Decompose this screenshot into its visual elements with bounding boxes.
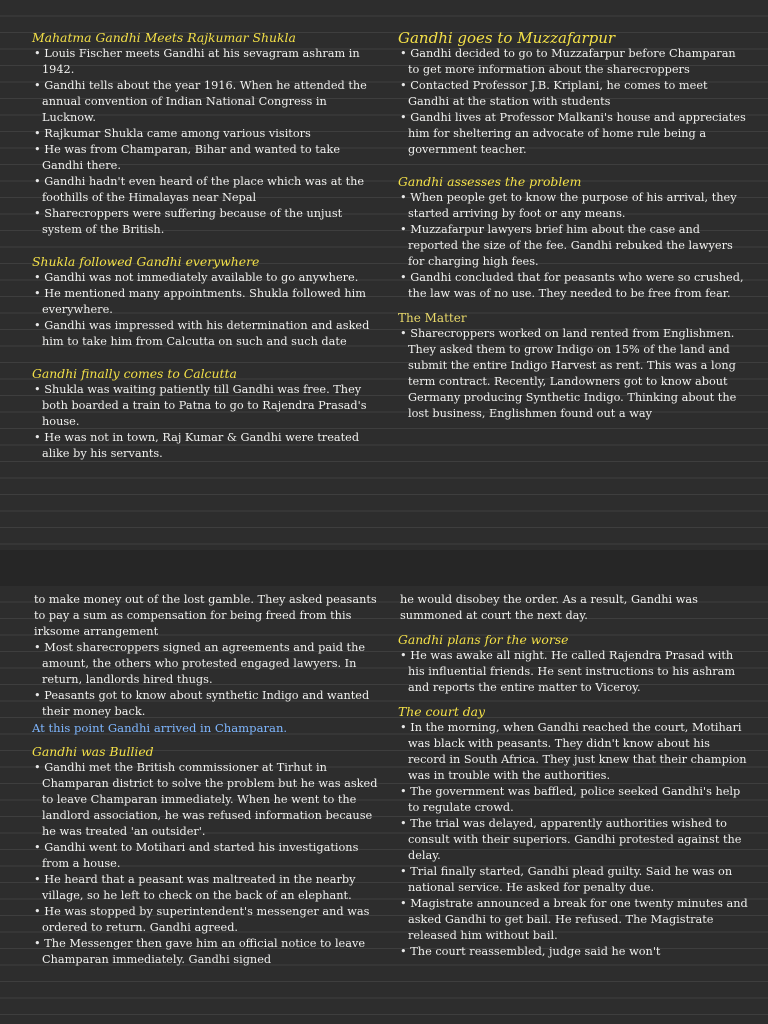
list-item: • Peasants got to know about synthetic Indigo and wanted their money back. — [32, 688, 384, 720]
list-item: • Gandhi was not immediately available to go anywhere. — [32, 270, 384, 286]
list-item: • The Messenger then gave him an official notice to leave Champaran immediately. Gandhi signed — [32, 936, 384, 968]
list-item: • Magistrate announced a break for one twenty minutes and asked Gandhi to get bail. He refused. The Magistrate released him without bail. — [398, 896, 748, 944]
bullet-list — [398, 592, 748, 624]
list-item: • He was stopped by superintendent's messenger and was ordered to return. Gandhi agreed. — [32, 904, 384, 936]
list-item: • The trial was delayed, apparently authorities wished to consult with their superiors. Gandhi protested against the delay. — [398, 816, 748, 864]
list-item: • Shukla was waiting patiently till Gandhi was free. They both boarded a train to Patna to go to Rajendra Prasad's house. — [32, 382, 384, 430]
section-heading: The court day — [398, 704, 486, 719]
list-item: • He was from Champaran, Bihar and wanted to take Gandhi there. — [32, 142, 384, 174]
section-heading: Gandhi finally comes to Calcutta — [32, 366, 237, 381]
bullet-list — [398, 720, 748, 960]
section-heading: The Matter — [398, 311, 467, 325]
page-gap — [0, 550, 768, 586]
list-item: • Gandhi tells about the year 1916. When he attended the annual convention of Indian National Congress in Lucknow. — [32, 78, 384, 126]
list-item: • In the morning, when Gandhi reached the court, Motihari was black with peasants. They didn't know about his record in South Africa. They just knew that their champion was in trouble with the authorities. — [398, 720, 748, 784]
list-item: • The government was baffled, police seeked Gandhi's help to regulate crowd. — [398, 784, 748, 816]
section-heading: Gandhi assesses the problem — [398, 174, 582, 189]
list-item: • The court reassembled, judge said he won't — [398, 944, 748, 960]
list-item: he would disobey the order. As a result, Gandhi was summoned at court the next day. — [400, 593, 698, 622]
list-item: • Gandhi was impressed with his determination and asked him to take him from Calcutta on such and such date — [32, 318, 384, 350]
list-item: • Muzzafarpur lawyers brief him about the case and reported the size of the fee. Gandhi rebuked the lawyers for charging high fees. — [398, 222, 748, 270]
list-item: • He mentioned many appointments. Shukla followed him everywhere. — [32, 286, 384, 318]
list-item: • Gandhi concluded that for peasants who were so crushed, the law was of no use. They needed to be free from fear. — [398, 270, 748, 302]
bullet-list — [398, 326, 748, 422]
bullet-list — [398, 46, 748, 158]
bullet-list — [32, 760, 384, 968]
list-item: • Contacted Professor J.B. Kriplani, he comes to meet Gandhi at the station with students — [398, 78, 748, 110]
list-item: • When people get to know the purpose of his arrival, they started arriving by foot or any means. — [398, 190, 748, 222]
section-heading: Gandhi plans for the worse — [398, 632, 569, 647]
bullet-list — [398, 648, 748, 696]
section-heading: Gandhi goes to Muzzafarpur — [398, 29, 616, 47]
list-item: • Gandhi went to Motihari and started his investigations from a house. — [32, 840, 384, 872]
bullet-list — [32, 592, 384, 720]
list-item: • Sharecroppers worked on land rented from Englishmen. They asked them to grow Indigo on 15% of the land and submit the entire Indigo Harvest as rent. This was a long term contract. Recently, Landowners got to know about Germany producing Synthetic Indigo. Thinking about the lost business, Englishmen found out a way — [398, 326, 748, 422]
list-item: • He was not in town, Raj Kumar & Gandhi were treated alike by his servants. — [32, 430, 384, 462]
right-column — [398, 592, 748, 960]
right-column — [398, 30, 748, 422]
list-item: • Gandhi hadn't even heard of the place which was at the foothills of the Himalayas near Nepal — [32, 174, 384, 206]
bullet-list — [32, 270, 384, 350]
list-item: • Sharecroppers were suffering because of the unjust system of the British. — [32, 206, 384, 238]
section-heading: Gandhi was Bullied — [32, 744, 154, 759]
left-column — [32, 30, 384, 462]
notes-page-bottom — [0, 586, 768, 1024]
list-item: • Rajkumar Shukla came among various visitors — [32, 126, 384, 142]
section-heading: Mahatma Gandhi Meets Rajkumar Shukla — [32, 30, 296, 45]
note-text: At this point Gandhi arrived in Champaran. — [32, 721, 288, 735]
list-item: • Gandhi decided to go to Muzzafarpur before Champaran to get more information about the sharecroppers — [398, 46, 748, 78]
bullet-list — [398, 190, 748, 302]
list-item: to make money out of the lost gamble. They asked peasants to pay a sum as compensation for being freed from this irksome arrangement — [34, 593, 377, 638]
list-item: • Louis Fischer meets Gandhi at his sevagram ashram in 1942. — [32, 46, 384, 78]
list-item: • Gandhi lives at Professor Malkani's house and appreciates him for sheltering an advocate of home rule being a government teacher. — [398, 110, 748, 158]
bullet-list — [32, 382, 384, 462]
list-item: • He heard that a peasant was maltreated in the nearby village, so he left to check on the back of an elephant. — [32, 872, 384, 904]
section-heading: Shukla followed Gandhi everywhere — [32, 254, 260, 269]
list-item: • Most sharecroppers signed an agreements and paid the amount, the others who protested engaged lawyers. In return, landlords hired thugs. — [32, 640, 384, 688]
list-item: • He was awake all night. He called Rajendra Prasad with his influential friends. He sent instructions to his ashram and reports the entire matter to Viceroy. — [398, 648, 748, 696]
bullet-list — [32, 46, 384, 238]
list-item: • Trial finally started, Gandhi plead guilty. Said he was on national service. He asked for penalty due. — [398, 864, 748, 896]
left-column — [32, 592, 384, 968]
list-item: • Gandhi met the British commissioner at Tirhut in Champaran district to solve the problem but he was asked to leave Champaran immediately. When he went to the landlord association, he was refused information because he was treated 'an outsider'. — [32, 760, 384, 840]
